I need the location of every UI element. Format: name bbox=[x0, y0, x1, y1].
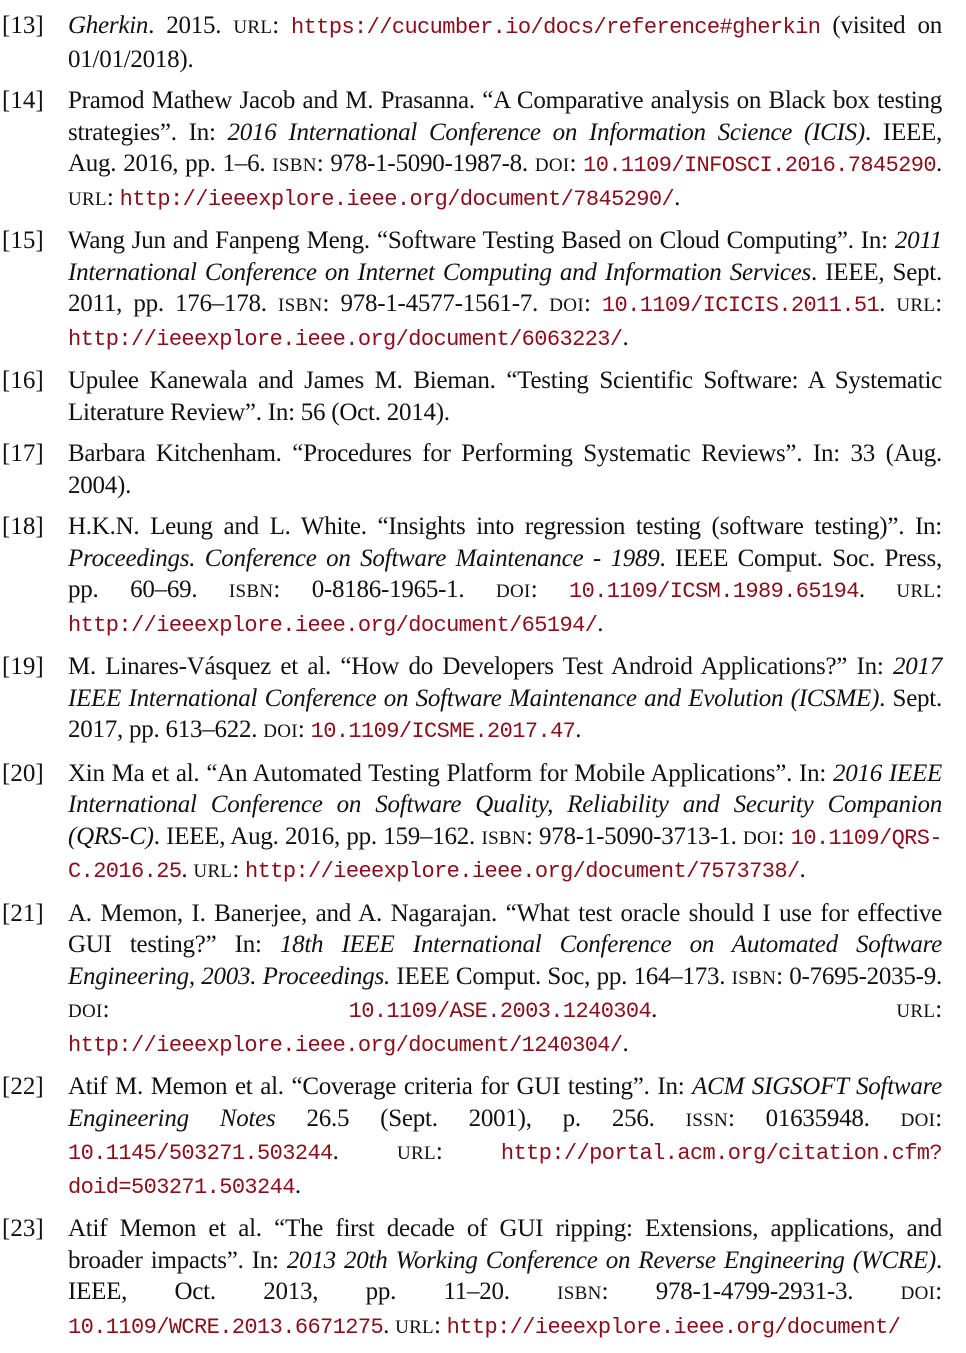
reference-segment: : bbox=[433, 1311, 447, 1339]
reference-field-label: DOI bbox=[742, 827, 778, 849]
reference-number: [23] bbox=[2, 1215, 44, 1242]
reference-number: [17] bbox=[2, 440, 44, 467]
reference-segment: (visited on 01/01/2018). bbox=[68, 12, 942, 73]
reference-text bbox=[68, 898, 942, 1062]
reference-segment: . bbox=[383, 1311, 396, 1339]
reference-field-label: URL bbox=[68, 188, 107, 210]
reference-link[interactable]: 10.1109/QRS-C.2016.25 bbox=[68, 825, 942, 884]
reference-field-label: URL bbox=[896, 581, 936, 602]
reference-number: [19] bbox=[2, 653, 44, 680]
reference-link[interactable]: http://ieeexplore.ieee.org/document/7573738/ bbox=[245, 859, 800, 884]
reference-segment: . 2015. bbox=[148, 12, 234, 39]
reference-entry bbox=[0, 438, 966, 501]
reference-list bbox=[0, 10, 966, 1353]
reference-segment: Atif M. Memon et al. “Coverage criteria for GUI testing”. In: bbox=[68, 1073, 693, 1100]
reference-link[interactable]: http://portal.acm.org/citation.cfm?doid=503271.503244 bbox=[68, 1141, 942, 1200]
reference-field-label: ISBN bbox=[272, 155, 317, 176]
reference-segment: : bbox=[935, 996, 942, 1023]
reference-number: [13] bbox=[2, 12, 44, 39]
reference-segment: IEEE Comput. Soc, pp. 164–173. bbox=[389, 962, 732, 990]
reference-segment: : 0-7695-2035-9. bbox=[776, 962, 942, 990]
reference-field-label: DOI bbox=[496, 581, 531, 602]
reference-segment: : bbox=[530, 576, 569, 603]
reference-field-label: ISBN bbox=[228, 581, 274, 602]
reference-segment: : bbox=[935, 1104, 942, 1132]
reference-field-label: DOI bbox=[534, 155, 570, 176]
reference-segment: : bbox=[102, 996, 349, 1023]
reference-number: [22] bbox=[2, 1073, 44, 1100]
reference-text bbox=[68, 511, 942, 641]
reference-venue: 2016 IEEE International Conference on Software Quality, Reliability and Security Companion (QRS-C) bbox=[68, 759, 943, 850]
reference-entry bbox=[0, 10, 966, 75]
reference-link[interactable]: 10.1109/ICICIS.2011.51 bbox=[601, 293, 880, 318]
reference-link[interactable]: http://ieeexplore.ieee.org/document/7845290/ bbox=[119, 186, 675, 212]
reference-segment: . bbox=[294, 1171, 301, 1199]
reference-field-label: URL bbox=[896, 295, 936, 316]
reference-segment: Upulee Kanewala and James M. Bieman. “Testing Scientific Software: A Systematic Literature Review”. In: 56 (Oct. 2014). bbox=[68, 367, 942, 426]
reference-segment: M. Linares-Vásquez et al. “How do Developers Test Android Applications?” In: bbox=[68, 653, 893, 680]
reference-field-label: URL bbox=[193, 861, 233, 882]
reference-link[interactable]: 10.1109/ASE.2003.1240304 bbox=[348, 999, 652, 1024]
reference-venue: 2013 20th Working Conference on Reverse Engineering (WCRE) bbox=[286, 1246, 936, 1274]
reference-field-label: ISBN bbox=[278, 295, 323, 316]
reference-link[interactable]: http://ieeexplore.ieee.org/document/65194/ bbox=[68, 612, 598, 638]
reference-number: [14] bbox=[2, 87, 44, 114]
reference-segment: Atif Memon et al. “The first decade of GUI ripping: Extensions, applications, and broader impacts”. In: bbox=[68, 1215, 942, 1274]
reference-text bbox=[68, 651, 942, 748]
reference-entry bbox=[0, 85, 966, 215]
reference-segment: : 978-1-5090-1987-8. bbox=[316, 150, 535, 177]
reference-segment: : 0-8186-1965-1. bbox=[273, 576, 497, 603]
reference-segment: : 978-1-5090-3713-1. bbox=[525, 822, 743, 850]
reference-segment: . bbox=[622, 323, 629, 351]
reference-segment: . IEEE, Sept. 2011, pp. 176–178. bbox=[68, 258, 943, 317]
reference-segment: : bbox=[106, 183, 120, 211]
reference-venue: 2011 International Conference on Internet Computing and Information Services bbox=[68, 227, 942, 286]
reference-segment: . bbox=[622, 1029, 629, 1057]
reference-segment: : bbox=[935, 576, 943, 603]
reference-entry bbox=[0, 1071, 966, 1203]
reference-venue: 18th IEEE International Conference on Automated Software Engineering, 2003. Proceedings. bbox=[68, 931, 942, 990]
reference-field-label: DOI bbox=[68, 1001, 103, 1022]
reference-segment: . IEEE, Oct. 2013, pp. 11–20. bbox=[68, 1246, 942, 1305]
reference-field-label: URL bbox=[896, 1001, 936, 1022]
reference-segment: . bbox=[651, 996, 897, 1023]
reference-segment: . IEEE, Aug. 2016, pp. 159–162. bbox=[153, 822, 482, 850]
reference-field-label: ISBN bbox=[731, 967, 777, 989]
reference-entry bbox=[0, 758, 966, 888]
reference-field-label: DOI bbox=[900, 1109, 936, 1131]
reference-field-label: URL bbox=[395, 1316, 434, 1338]
reference-segment: Wang Jun and Fanpeng Meng. “Software Testing Based on Cloud Computing”. In: bbox=[68, 227, 895, 254]
reference-field-label: URL bbox=[396, 1143, 436, 1164]
reference-segment: : bbox=[272, 12, 292, 39]
reference-segment: Xin Ma et al. “An Automated Testing Platform for Mobile Applications”. In: bbox=[68, 759, 833, 787]
reference-field-label: ISSN bbox=[685, 1109, 728, 1131]
reference-text bbox=[68, 438, 942, 501]
reference-segment: : bbox=[777, 822, 791, 850]
reference-number: [21] bbox=[2, 899, 44, 927]
reference-number: [16] bbox=[2, 367, 44, 394]
reference-entry bbox=[0, 365, 966, 428]
reference-segment: 26.5 (Sept. 2001), p. 256. bbox=[275, 1104, 686, 1132]
reference-text bbox=[68, 85, 942, 215]
reference-segment: . bbox=[799, 856, 806, 883]
reference-field-label: ISBN bbox=[557, 1283, 602, 1304]
reference-link[interactable]: 10.1145/503271.503244 bbox=[68, 1141, 333, 1166]
reference-segment: . bbox=[936, 150, 942, 177]
reference-segment: : bbox=[583, 290, 602, 317]
reference-entry bbox=[0, 651, 966, 748]
reference-link[interactable]: 10.1109/ICSM.1989.65194 bbox=[568, 579, 859, 604]
reference-segment: . bbox=[575, 716, 582, 743]
reference-field-label: URL bbox=[233, 17, 273, 38]
reference-segment: . bbox=[674, 183, 681, 211]
reference-segment: : 978-1-4577-1561-7. bbox=[322, 290, 550, 317]
reference-text bbox=[68, 1213, 942, 1343]
reference-link[interactable]: 10.1109/WCRE.2013.6671275 bbox=[68, 1314, 384, 1340]
reference-venue: Proceedings. Conference on Software Maintenance - 1989 bbox=[68, 544, 660, 572]
reference-segment: Barbara Kitchenham. “Procedures for Performing Systematic Reviews”. In: 33 (Aug. 2004). bbox=[68, 440, 942, 499]
reference-segment: : bbox=[232, 856, 246, 883]
reference-venue: 2016 International Conference on Information Science (ICIS) bbox=[227, 118, 865, 146]
reference-link[interactable]: 10.1109/INFOSCI.2016.7845290 bbox=[583, 153, 936, 178]
reference-segment: . bbox=[181, 856, 194, 883]
reference-text bbox=[68, 758, 942, 888]
reference-segment: Pramod Mathew Jacob and M. Prasanna. “A Comparative analysis on Black box testing strategies”. In: bbox=[68, 87, 942, 146]
reference-link[interactable]: http://ieeexplore.ieee.org/document/6063223/ bbox=[68, 326, 623, 352]
reference-segment: : 01635948. bbox=[728, 1104, 901, 1132]
reference-link[interactable]: http://ieeexplore.ieee.org/document/ bbox=[446, 1314, 901, 1340]
reference-entry bbox=[0, 1213, 966, 1343]
reference-segment: : bbox=[435, 1138, 501, 1165]
reference-field-label: ISBN bbox=[481, 827, 526, 849]
reference-entry bbox=[0, 511, 966, 641]
reference-venue: 2017 IEEE International Conference on Software Maintenance and Evolution (ICSME) bbox=[68, 653, 942, 712]
reference-text bbox=[68, 365, 942, 428]
reference-segment: . bbox=[597, 609, 604, 637]
reference-segment: . bbox=[332, 1138, 397, 1165]
reference-segment: H.K.N. Leung and L. White. “Insights into regression testing (software testing)”. In: bbox=[68, 513, 942, 540]
reference-segment: . Sept. 2017, pp. 613–622. bbox=[68, 684, 942, 743]
reference-segment: : bbox=[569, 150, 584, 177]
reference-venue: ACM SIGSOFT Software Engineering Notes bbox=[68, 1073, 942, 1132]
reference-field-label: DOI bbox=[900, 1283, 936, 1304]
reference-text bbox=[68, 10, 942, 75]
reference-number: [20] bbox=[2, 759, 44, 787]
reference-link[interactable]: http://ieeexplore.ieee.org/document/1240304/ bbox=[68, 1032, 623, 1058]
reference-number: [15] bbox=[2, 227, 44, 254]
reference-segment: . IEEE Comput. Soc. Press, pp. 60–69. bbox=[68, 544, 942, 603]
reference-entry bbox=[0, 225, 966, 355]
reference-link[interactable]: https://cucumber.io/docs/reference#gherkin bbox=[291, 15, 821, 40]
reference-text bbox=[68, 1071, 942, 1203]
reference-segment: . bbox=[879, 290, 897, 317]
reference-segment: : bbox=[935, 290, 942, 317]
reference-entry bbox=[0, 898, 966, 1062]
reference-field-label: DOI bbox=[549, 295, 584, 316]
reference-number: [18] bbox=[2, 513, 44, 540]
reference-field-label: DOI bbox=[263, 721, 298, 742]
reference-segment: . IEEE, Aug. 2016, pp. 1–6. bbox=[68, 118, 943, 177]
reference-venue: Gherkin bbox=[68, 12, 149, 39]
reference-segment: A. Memon, I. Banerjee, and A. Nagarajan. “What test oracle should I use for effective GUI testing?” In: bbox=[68, 899, 942, 958]
reference-link[interactable]: 10.1109/ICSME.2017.47 bbox=[310, 719, 576, 744]
reference-segment: : 978-1-4799-2931-3. bbox=[601, 1278, 901, 1305]
reference-segment: . bbox=[858, 576, 897, 603]
reference-text bbox=[68, 225, 942, 355]
reference-segment: : bbox=[297, 716, 311, 743]
reference-segment: : bbox=[935, 1278, 942, 1305]
